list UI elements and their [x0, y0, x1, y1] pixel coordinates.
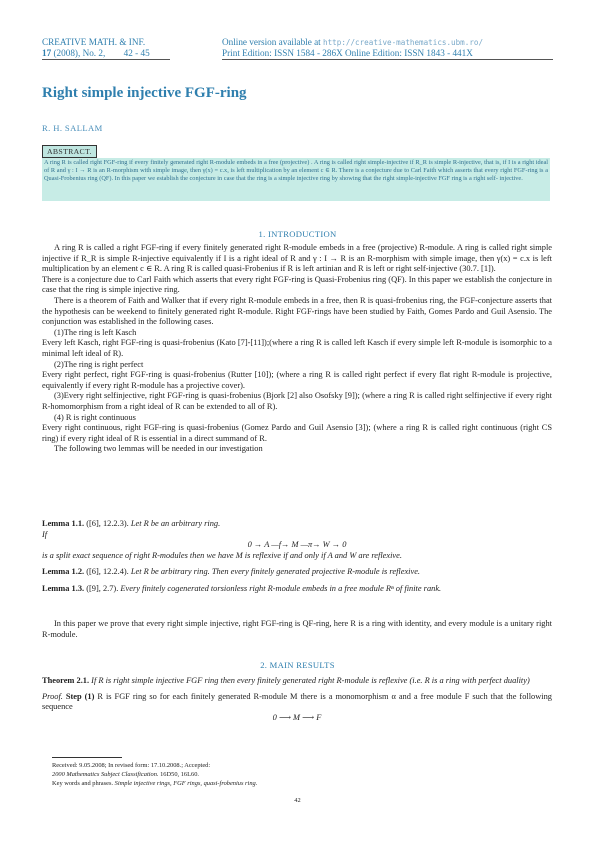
- theorem-2-1-head: Theorem 2.1.: [42, 676, 90, 685]
- lemma-1-1: [42, 519, 552, 530]
- author-name: R. H. SALLAM: [42, 123, 103, 133]
- page-range: 42 - 45: [123, 48, 150, 58]
- lemma-1-1-conclusion: is a split exact sequence of right R-modules then we have M is reflexive if and only if A and W are reflexive.: [42, 550, 402, 560]
- journal-name: CREATIVE MATH. & INF.: [42, 37, 146, 47]
- print-edition-line: Print Edition: ISSN 1584 - 286X Online Edition: ISSN 1843 - 441X: [222, 48, 473, 58]
- proof-label: Proof.: [42, 691, 63, 701]
- header-rule-left: [42, 59, 170, 60]
- lemma-1-2-ref: ([6], 12.2.4).: [84, 567, 131, 577]
- case-4-text: Every right continuous, right FGF-ring is quasi-frobenius (Gomez Pardo and Guil Asensio [3]); (where a ring R is called right continuous (right CS ring) if every right ideal of R is essential in a direct summand of R.: [42, 423, 552, 443]
- lemma-1-1-head: Lemma 1.1.: [42, 519, 85, 528]
- lemma-1-2: [42, 567, 552, 578]
- edition-header: [222, 37, 483, 59]
- keywords-line: [52, 779, 257, 788]
- abstract-label: ABSTRACT.: [42, 145, 97, 158]
- msc-codes: 16D50, 16L60.: [158, 771, 199, 778]
- received-dates: Received: 9.05.2008; In revised form: 17.10.2008.; Accepted:: [52, 762, 211, 769]
- intro-paragraph-3: There is a theorem of Faith and Walker that if every right R-module embeds in a free, then R is quasi-frobenius ring, the FGF-conjecture asserts that the hypothesis can be weekend to finitely generated right R-module. Right FGF-rings have been studied by Faith, Gomes Pardo and Guil Asensio. The conjunction was established in the following cases.: [42, 295, 552, 327]
- proof-step-1: Step (1): [62, 691, 95, 701]
- lemma-1-1-ref: ([6], 12.2.3).: [84, 519, 131, 528]
- lemma-1-2-head: Lemma 1.2.: [42, 567, 85, 577]
- lemma-1-3-ref: ([9], 2.7).: [84, 583, 121, 593]
- online-url[interactable]: http://creative-mathematics.ubm.ro/: [323, 38, 484, 47]
- closing-intro-paragraph: [42, 619, 552, 640]
- journal-volume-line: [42, 48, 150, 59]
- lemma-1-2-statement: Let R be arbitrary ring. Then every finitely generated projective R-module is reflexive.: [130, 567, 421, 577]
- online-line: [222, 37, 483, 48]
- case-2-heading: (2)The ring is right perfect: [54, 359, 144, 369]
- journal-header: [42, 37, 150, 59]
- intro-paragraph-1: A ring R is called a right FGF-ring if every finitely generated right R-module embeds in a free (projective) R-module. A ring is called right simple injective if R_R is simple R-injective equivalently if I is a right ideal of R and γ : I → R is an R-morphism with simple image, then γ(x) = c.x is left multiplication by an element c ∈ R. A ring R is called quasi-Frobenius if R is left artinian and R is left or right self-injective (30.7. [1]).: [42, 243, 552, 274]
- lemma-1-3-head: Lemma 1.3.: [42, 583, 85, 593]
- msc-line: [52, 770, 257, 779]
- lemma-1-1-statement: Let R be an arbitrary ring.: [130, 519, 221, 528]
- theorem-2-1-statement: If R is right simple injective FGF ring then every finitely generated right R-module is reflexive (i.e. R is a ring with perfect duality): [89, 676, 530, 685]
- case-4-heading: (4) R is right continuous: [54, 412, 136, 422]
- introduction-body: [42, 243, 552, 455]
- proof-sequence: 0 ⟶ M ⟶ F: [272, 712, 322, 722]
- intro-paragraph-4: The following two lemmas will be needed in our investigation: [54, 444, 263, 454]
- case-1-heading: (1)The ring is left Kasch: [54, 327, 137, 337]
- case-2-text: Every right perfect, right FGF-ring is quasi-frobenius (Rutter [10]); (where a ring R is called right perfect if every flat right R-module is projective, equivalently if every right R-module has a projective cover).: [42, 370, 552, 390]
- lemma-1-1-if: If: [42, 529, 48, 539]
- paper-title: Right simple injective FGF-ring: [42, 85, 247, 101]
- proof-text: R is FGF ring so for each finitely generated R-module M there is a monomorphism α and a free module F such that the following sequence: [42, 691, 552, 712]
- case-3-text: (3)Every right selfinjective, right FGF-ring is quasi-frobenius (Bjork [2] also Osofsky [9]); (where a ring R is called right selfinjective if every right R-homomorphism from a right ideal of R can be extended to all of R).: [42, 391, 552, 411]
- issue-info: (2008), No. 2,: [51, 48, 106, 58]
- msc-label: 2000 Mathematics Subject Classification.: [52, 771, 159, 778]
- proof-start: [42, 692, 552, 713]
- theorem-block: [42, 676, 552, 723]
- lemma-1-3: [42, 584, 552, 595]
- case-1-text: Every left Kasch, right FGF-ring is quasi-frobenius (Kato [7]-[11]);(where a ring R is called left Kasch if every simple left R-module is isomorphic to a minimal left ideal of R).: [42, 338, 552, 358]
- footnote-rule: [52, 757, 122, 758]
- abstract-box: A ring R is called right FGF-ring if every finitely generated right R-module embeds in a free (projective) . A ring is called right simple-injective if R_R is simple R-injective, that is, if I is a right ideal of R and γ : I → R is an R-morphism with simple image, then γ(x) = c.x, is left multiplication by an element c ∈ R. There is a conjecture due to Carl Faith which asserts that every right FGF-ring is a Quasi-Frobenius ring (QF). In this paper we establish the conjecture in case that the ring is a simple injective ring by showing that the right simple-injective FGF ring is a right self- injective.: [42, 158, 550, 201]
- keywords-label: Key words and phrases.: [52, 780, 114, 787]
- page-number: 42: [294, 797, 301, 804]
- volume-number: 17: [42, 48, 52, 58]
- online-prefix: Online version available at: [222, 37, 324, 47]
- keywords: Simple injective rings, FGF rings, quasi-frobenius ring.: [113, 780, 258, 787]
- section-heading-main-results: 2. MAIN RESULTS: [260, 660, 335, 670]
- theorem-2-1: [42, 676, 552, 687]
- closing-intro-text: In this paper we prove that every right simple injective, right FGF-ring is QF-ring, here R is a ring with identity, and every module is a unitary right R-module.: [42, 619, 552, 639]
- header-rule-right: [222, 59, 553, 60]
- lemmas-block: [42, 519, 552, 595]
- intro-paragraph-2: There is a conjecture due to Carl Faith which asserts that every right FGF-ring is Quasi-Frobenius ring (QF). In this paper we establish the conjecture in case that the ring is simple injective ring.: [42, 274, 552, 295]
- footnotes: [52, 761, 257, 788]
- section-heading-introduction: 1. INTRODUCTION: [258, 229, 337, 239]
- exact-sequence: 0 → A —f→ M —π→ W → 0: [247, 540, 347, 550]
- lemma-1-3-statement: Every finitely cogenerated torsionless right R-module embeds in a free module Rⁿ of finite rank.: [120, 583, 442, 593]
